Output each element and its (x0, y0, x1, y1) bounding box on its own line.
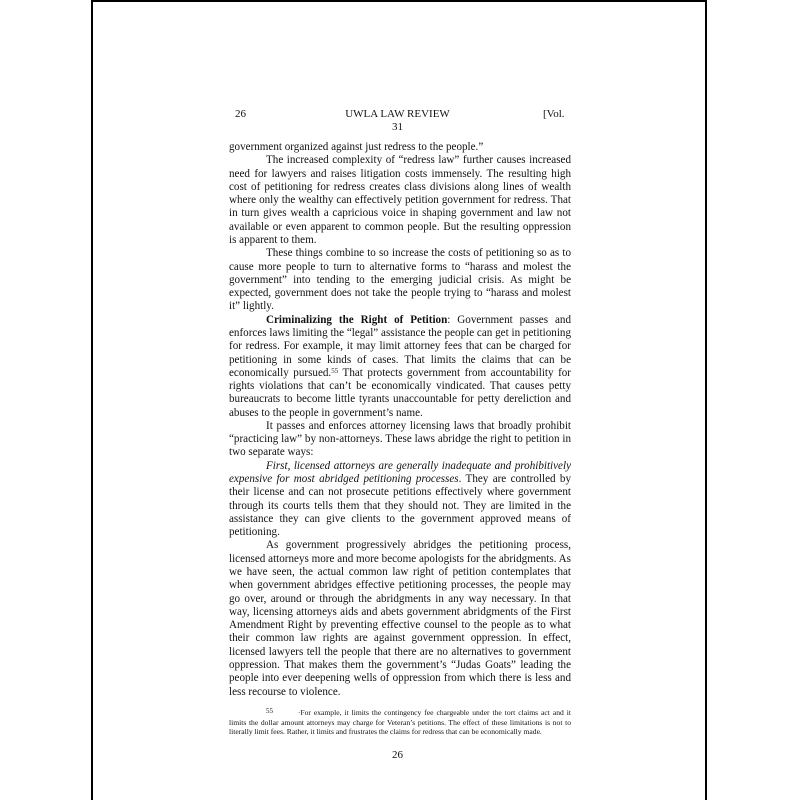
header-volume-label: [Vol. (543, 108, 565, 120)
section-heading: Criminalizing the Right of Petition (266, 313, 448, 326)
footnote (229, 708, 571, 737)
paragraph-text: . They are controlled by their license and can not prosecute petitions effectively where government through its courts tells them that they should not. They are limited in the assistance they can give clients to the government approved means of petitioning. (229, 473, 572, 539)
paragraph: government organized against just redress to the people.” (229, 141, 484, 153)
italic-text: First, licensed attorneys are generally inadequate and prohibitively expensive for most abridged petitioning processes (229, 459, 571, 486)
footer-page-number: 26 (392, 749, 403, 761)
paragraph (229, 460, 571, 540)
header-page-number: 26 (235, 108, 246, 120)
footnote-marker: · (298, 709, 301, 717)
header-volume-number: 31 (392, 121, 403, 133)
paragraph: As government progressively abridges the petitioning process, licensed attorneys more and more become apologists for the abridgments. As we have seen, the actual common law right of petition contemplates that when government abridges effective petitioning processes, the people may go over, around or through the abridgments in any way necessary. In that way, licensing attorneys aids and abets government abridgments of the First Amendment Right by preventing effective counsel to the people as to what their common law rights are against government oppression. In effect, licensed lawyers tell the people that there are no alternatives to government oppression. That makes them the government’s “Judas Goats” leading the people into ever deepening wells of oppression from which there is less and less recourse to violence. (229, 539, 571, 698)
footnote-number: 55 (266, 707, 273, 715)
footnote-reference[interactable]: 55 (331, 366, 339, 375)
paragraph (229, 314, 571, 420)
paragraph-text: : Government passes and enforces laws limiting the “legal” assistance the people can get in petitioning for redress. For example, it may limit attorney fees that can be charged for petitioning in some kinds of cases. That limits the claims that can be economically pursued. (229, 313, 571, 379)
paragraph: It passes and enforces attorney licensing laws that broadly prohibit “practicing law” by non-attorneys. These laws abridge the right to petition in two separate ways: (229, 419, 571, 459)
paragraph: The increased complexity of “redress law” further causes increased need for lawyers and raises litigation costs immensely. The resulting high cost of petitioning for redress creates class divisions along lines of wealth where only the wealthy can effectively petition government for redress. That in turn gives wealth a capricious voice in shaping government and law not available or even apparent to common people. But the resulting oppression is apparent to them. (229, 154, 571, 246)
body-text (229, 141, 571, 699)
header-journal-title: UWLA LAW REVIEW (345, 108, 450, 120)
paragraph: These things combine to so increase the costs of petitioning so as to cause more people to turn to alternative forms to “harass and molest the government” into tending to the emerging judicial crisis. As might be expected, government does not take the people trying to “harass and molest it” lightly. (229, 247, 571, 313)
paragraph-text: That protects government from accountability for rights violations that can’t be economically vindicated. That causes petty bureaucrats to become little tyrants unaccountable for petty dereliction and abuses to the people in government’s name. (229, 366, 571, 419)
footnote-text: For example, it limits the contingency fee chargeable under the tort claims act and it limits the dollar amount attorneys may charge for Veteran’s petitions. The effect of these limitations is not to literally limit fees. Rather, it limits and frustrates the claims for redress that can be economically made. (229, 708, 571, 737)
